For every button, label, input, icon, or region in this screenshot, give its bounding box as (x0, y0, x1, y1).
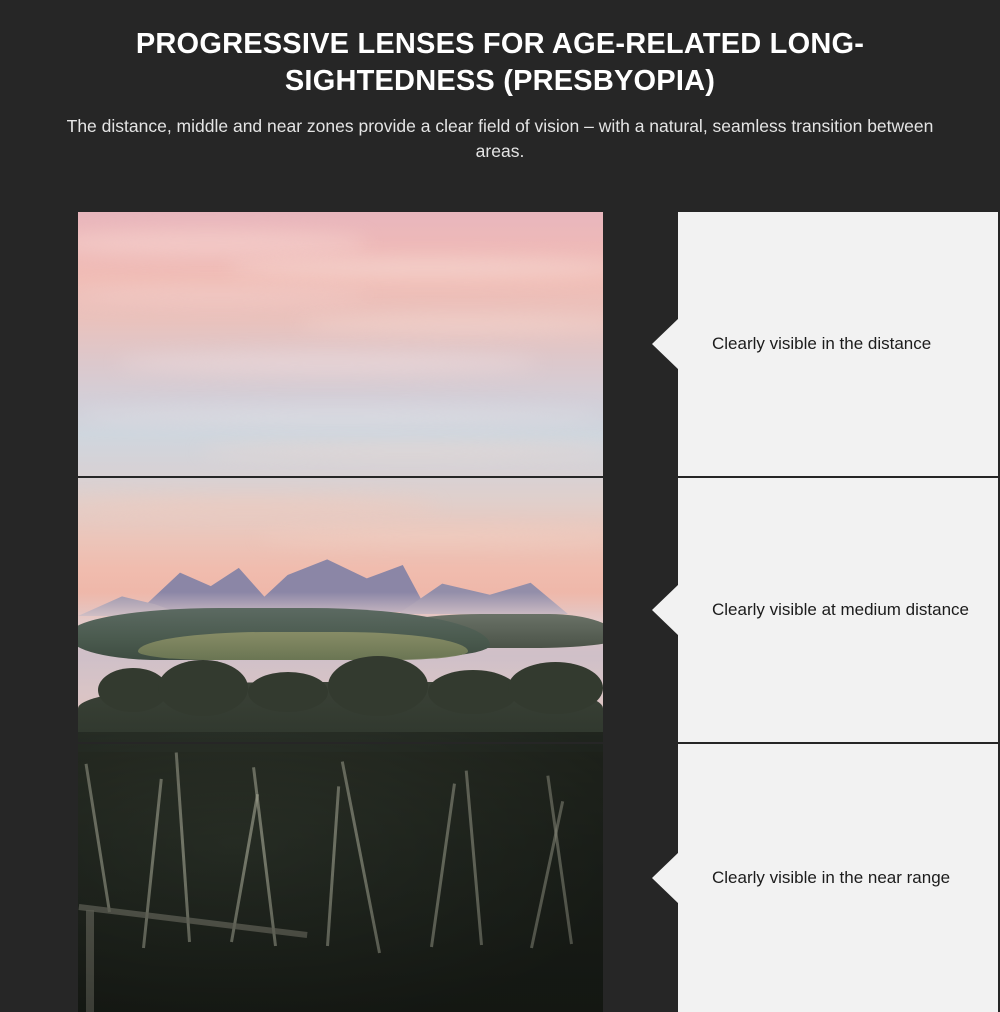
tree-icon (158, 660, 248, 716)
grass-blade (142, 779, 163, 948)
grass-blade (175, 752, 191, 942)
page-subtitle: The distance, middle and near zones provide a clear field of vision – with a natural, seamless transition between areas. (66, 115, 934, 161)
treeline (78, 682, 603, 742)
landscape-photo-near-crop (78, 744, 603, 1012)
callout-label-distance: Clearly visible in the distance (712, 333, 932, 353)
callout-card-distance (678, 212, 998, 476)
lens-zones-diagram (78, 212, 969, 1012)
callout-pointer-icon (652, 584, 679, 636)
zone-row-medium (78, 478, 969, 742)
grass-blade (530, 801, 564, 948)
grass-blade (430, 783, 456, 947)
tree-icon (428, 670, 518, 714)
callout-label-near: Clearly visible in the near range (712, 867, 951, 887)
grass-blade (341, 761, 381, 953)
landscape-image (78, 744, 603, 1012)
header (0, 0, 1000, 163)
callout-card-near (678, 744, 998, 1012)
tree-icon (248, 672, 328, 712)
grass-blade (465, 771, 483, 946)
cloud-icon (78, 286, 368, 304)
zone-row-near (78, 744, 951, 1012)
tree-icon (328, 656, 428, 716)
grass-blade (252, 767, 277, 946)
landscape-photo-medium-crop (78, 478, 603, 742)
fence-post (86, 910, 94, 1012)
cloud-icon (78, 408, 598, 424)
cloud-icon (228, 258, 603, 278)
landscape-image (78, 212, 603, 476)
foreground-vegetation (78, 752, 603, 1012)
callout-pointer-icon (652, 852, 679, 904)
green-field (138, 632, 468, 660)
cloud-icon (118, 352, 538, 374)
callout-label-medium: Clearly visible at medium distance (712, 599, 969, 619)
grass-blade (326, 786, 340, 946)
zone-row-distance (78, 212, 932, 476)
tree-icon (508, 662, 603, 714)
cloud-icon (198, 444, 603, 458)
landscape-image (78, 478, 603, 742)
callout-card-medium (678, 478, 998, 742)
callout-pointer-icon (652, 318, 679, 370)
landscape-photo-distance-crop (78, 212, 603, 476)
grass-blade (230, 794, 259, 942)
grass-blade (85, 764, 111, 913)
page-title: PROGRESSIVE LENSES FOR AGE-RELATED LONG-SIGHTEDNESS (PRESBYOPIA) (135, 28, 865, 97)
